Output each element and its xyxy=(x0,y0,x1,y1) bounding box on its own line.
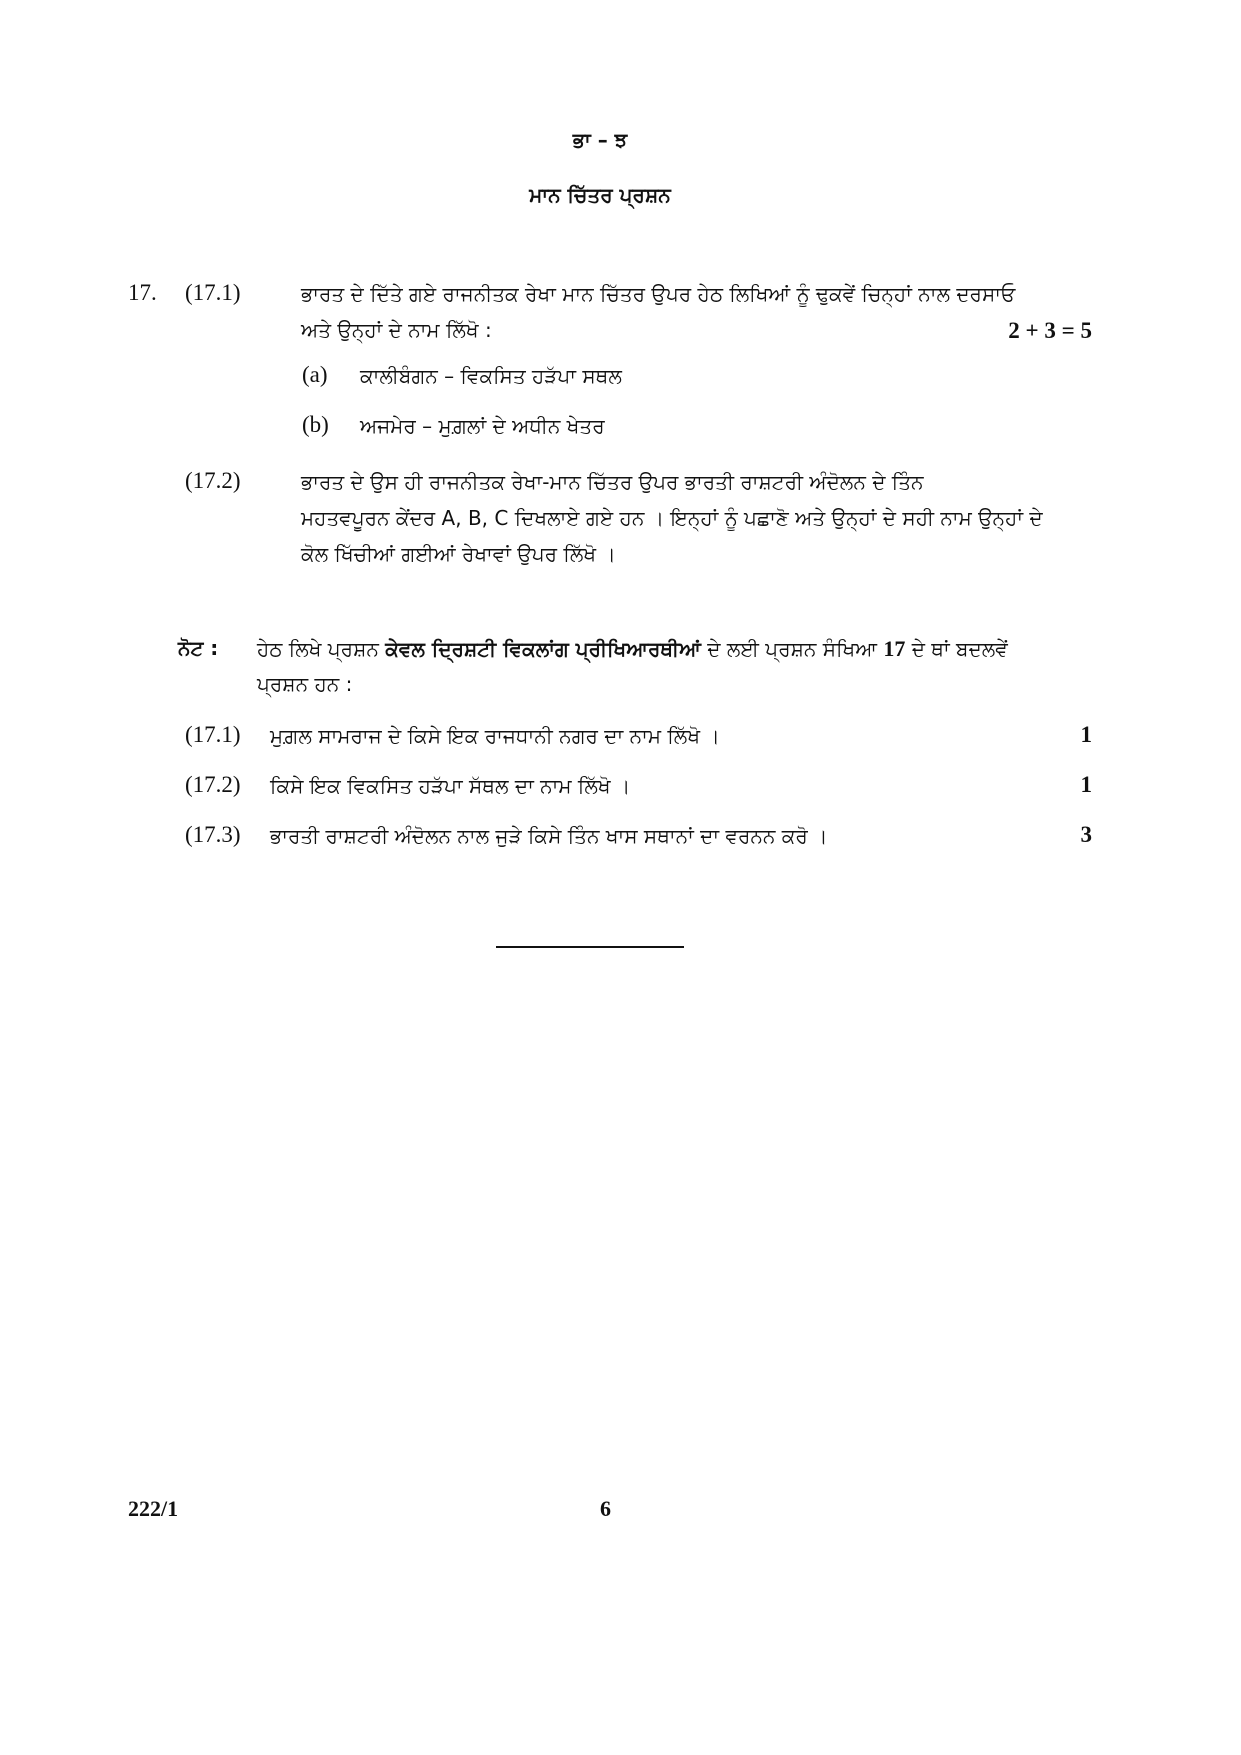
subquestion-label-17-2: (17.2) xyxy=(185,468,241,493)
alt-q-label-17-1: (17.1) xyxy=(185,722,241,747)
section-part-label: ਭਾ – ਝ xyxy=(572,128,628,152)
section-title: ਮਾਨ ਚਿੱਤਰ ਪ੍ਰਸ਼ਨ xyxy=(529,183,671,207)
note-mid: ਦੇ ਲਈ ਪ੍ਰਸ਼ਨ ਸੰਖਿਆ xyxy=(707,637,877,661)
q17-2-text-line3: ਕੋਲ ਖਿੱਚੀਆਂ ਗਈਆਂ ਰੇਖਾਵਾਂ ਉਪਰ ਲਿੱਖੋ । xyxy=(301,542,616,566)
option-label-a: (a) xyxy=(302,362,328,387)
note-text-line1 xyxy=(257,636,1097,662)
alt-q-marks-17-1: 1 xyxy=(1080,722,1092,747)
note-post: ਦੇ ਥਾਂ ਬਦਲਵੇਂ xyxy=(911,637,1008,661)
q17-1-marks: 2 + 3 = 5 xyxy=(1008,318,1092,343)
note-pre: ਹੇਠ ਲਿਖੇ ਪ੍ਰਸ਼ਨ xyxy=(257,637,379,661)
question-number: 17. xyxy=(128,280,157,305)
note-label: ਨੋਟ : xyxy=(178,636,219,660)
q17-1-text-line2: ਅਤੇ ਉਨ੍ਹਾਂ ਦੇ ਨਾਮ ਲਿੱਖੋ : xyxy=(301,318,492,342)
q17-2-text-line2: ਮਹਤਵਪੂਰਨ ਕੇਂਦਰ A, B, C ਦਿਖਲਾਏ ਗਏ ਹਨ । ਇਨ੍ਹਾਂ ਨੂੰ ਪਛਾਣੋ ਅਤੇ ਉਨ੍ਹਾਂ ਦੇ ਸਹੀ ਨਾਮ ਉਨ੍ਹਾਂ ਦੇ xyxy=(301,506,1043,530)
subquestion-label-17-1: (17.1) xyxy=(185,280,241,305)
alt-q-label-17-3: (17.3) xyxy=(185,822,241,847)
note-bold: ਕੇਵਲ ਦ੍ਰਿਸ਼ਟੀ ਵਿਕਲਾਂਗ ਪ੍ਰੀਖਿਆਰਥੀਆਂ xyxy=(385,637,701,661)
option-text-b: ਅਜਮੇਰ – ਮੁਗ਼ਲਾਂ ਦੇ ਅਧੀਨ ਖੇਤਰ xyxy=(360,414,605,438)
end-rule xyxy=(496,946,684,948)
alt-q-text-17-3: ਭਾਰਤੀ ਰਾਸ਼ਟਰੀ ਅੰਦੋਲਨ ਨਾਲ ਜੁੜੇ ਕਿਸੇ ਤਿੰਨ ਖਾਸ ਸਥਾਨਾਂ ਦਾ ਵਰਨਨ ਕਰੋ । xyxy=(270,824,828,848)
q17-2-text-line1: ਭਾਰਤ ਦੇ ਉਸ ਹੀ ਰਾਜਨੀਤਕ ਰੇਖਾ-ਮਾਨ ਚਿੱਤਰ ਉਪਰ ਭਾਰਤੀ ਰਾਸ਼ਟਰੀ ਅੰਦੋਲਨ ਦੇ ਤਿੰਨ xyxy=(301,470,924,494)
note-question-number: 17 xyxy=(883,636,906,661)
option-text-a: ਕਾਲੀਬੰਗਨ – ਵਿਕਸਿਤ ਹੜੱਪਾ ਸਥਲ xyxy=(360,364,622,388)
alt-q-label-17-2: (17.2) xyxy=(185,772,241,797)
alt-q-marks-17-2: 1 xyxy=(1080,772,1092,797)
footer-paper-code: 222/1 xyxy=(128,1496,179,1521)
alt-q-text-17-1: ਮੁਗ਼ਲ ਸਾਮਰਾਜ ਦੇ ਕਿਸੇ ਇਕ ਰਾਜਧਾਨੀ ਨਗਰ ਦਾ ਨਾਮ ਲਿੱਖੋ । xyxy=(270,724,720,748)
option-label-b: (b) xyxy=(302,412,329,437)
q17-1-text-line1: ਭਾਰਤ ਦੇ ਦਿੱਤੇ ਗਏ ਰਾਜਨੀਤਕ ਰੇਖਾ ਮਾਨ ਚਿੱਤਰ ਉਪਰ ਹੇਠ ਲਿਖਿਆਂ ਨੂੰ ਢੁਕਵੇਂ ਚਿਨ੍ਹਾਂ ਨਾਲ ਦਰਸਾਓ xyxy=(301,282,1016,306)
alt-q-text-17-2: ਕਿਸੇ ਇਕ ਵਿਕਸਿਤ ਹੜੱਪਾ ਸੱਥਲ ਦਾ ਨਾਮ ਲਿੱਖੋ । xyxy=(270,774,631,798)
alt-q-marks-17-3: 3 xyxy=(1080,822,1092,847)
note-text-line2: ਪ੍ਰਸ਼ਨ ਹਨ : xyxy=(257,672,353,696)
footer-page-number: 6 xyxy=(600,1496,611,1521)
